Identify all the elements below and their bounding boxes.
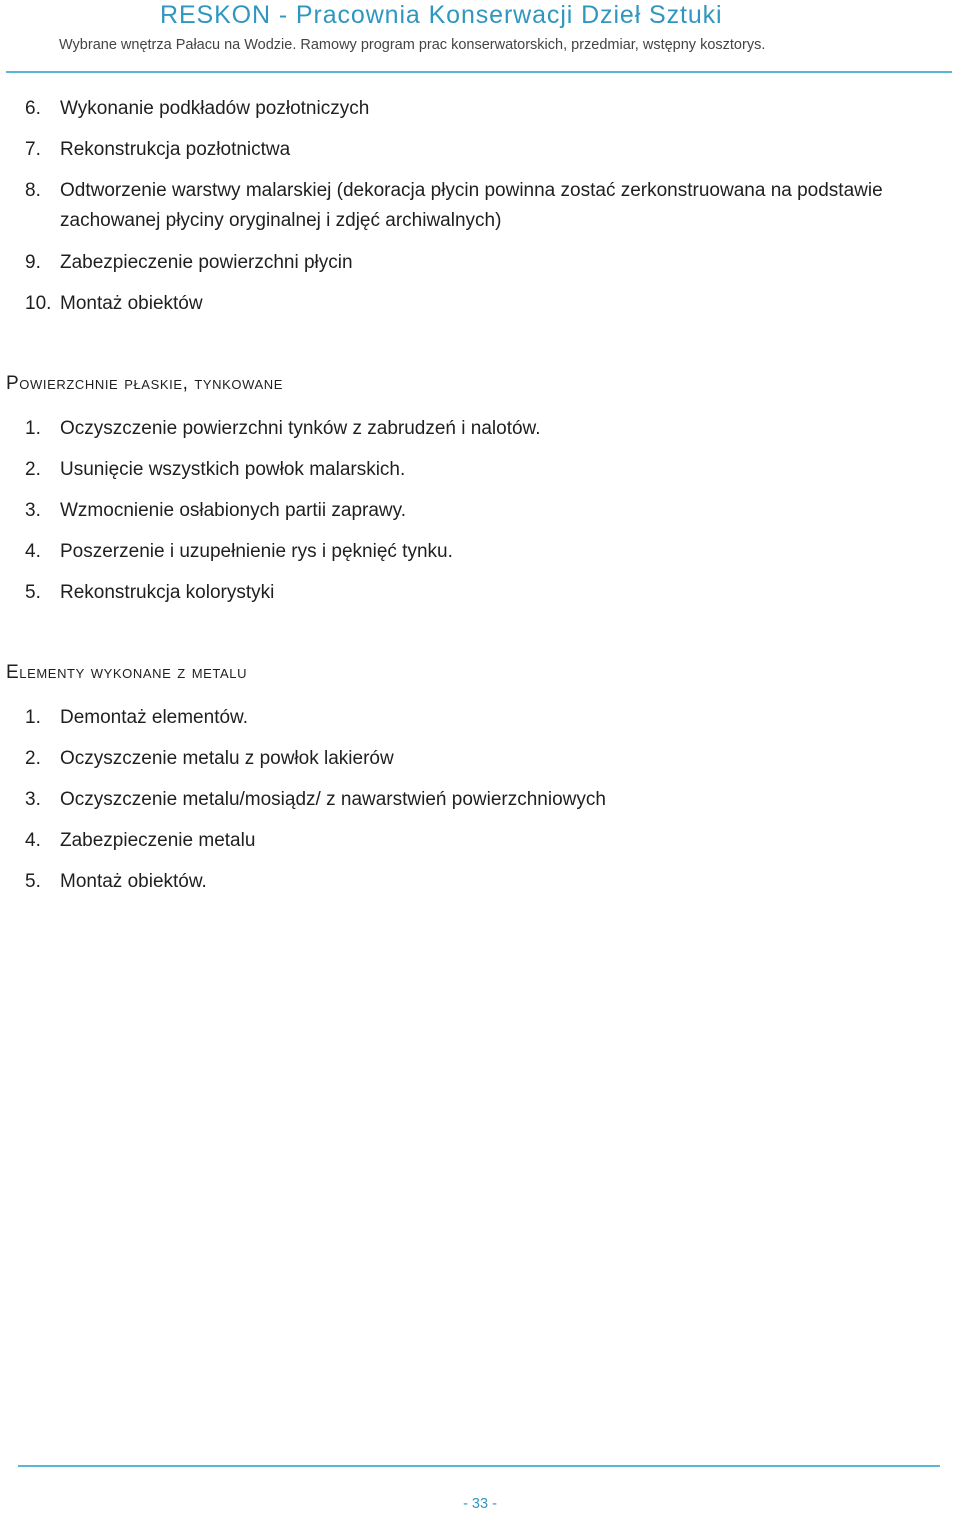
list-number: 6. [25,98,41,119]
footer-divider [18,1465,940,1467]
list-number: 3. [25,789,41,810]
list-text: Montaż obiektów [60,293,203,314]
list-text: Usunięcie wszystkich powłok malarskich. [60,459,406,480]
list-text: Rekonstrukcja kolorystyki [60,582,275,603]
list-number: 9. [25,252,41,273]
list-text: Wykonanie podkładów pozłotniczych [60,98,370,119]
list-text: Rekonstrukcja pozłotnictwa [60,139,291,160]
list-number: 2. [25,748,41,769]
header-divider [6,71,952,73]
page-number: - 33 - [463,1496,497,1512]
list-number: 4. [25,830,41,851]
list-text: Odtworzenie warstwy malarskiej (dekoracja płycin powinna zostać zerkonstruowana na podstawie zachowanej płyciny oryginalnej i zdjęć archiwalnych) [60,180,883,231]
list-number: 1. [25,707,41,728]
list-text: Oczyszczenie metalu z powłok lakierów [60,748,394,769]
section-heading-plaster: Powierzchnie płaskie, tynkowane [6,373,284,394]
list-number: 3. [25,500,41,521]
list-text: Poszerzenie i uzupełnienie rys i pęknięć tynku. [60,541,453,562]
list-text: Oczyszczenie powierzchni tynków z zabrudzeń i nalotów. [60,418,541,439]
list-text: Oczyszczenie metalu/mosiądz/ z nawarstwień powierzchniowych [60,789,606,810]
document-subtitle: Wybrane wnętrza Pałacu na Wodzie. Ramowy program prac konserwatorskich, przedmiar, wstępny kosztorys. [59,37,766,53]
document-title: RESKON - Pracownia Konserwacji Dzieł Sztuki [160,1,723,29]
list-text: Wzmocnienie osłabionych partii zaprawy. [60,500,407,521]
list-number: 7. [25,139,41,160]
list-number: 4. [25,541,41,562]
section-heading-metal: Elementy wykonane z metalu [6,662,248,683]
list-text: Demontaż elementów. [60,707,248,728]
list-number: 10. [25,293,52,314]
list-text: Montaż obiektów. [60,871,207,892]
list-text: Zabezpieczenie powierzchni płycin [60,252,353,273]
list-number: 2. [25,459,41,480]
list-number: 1. [25,418,41,439]
list-number: 5. [25,871,41,892]
list-number: 5. [25,582,41,603]
list-number: 8. [25,180,41,201]
list-text: Zabezpieczenie metalu [60,830,256,851]
